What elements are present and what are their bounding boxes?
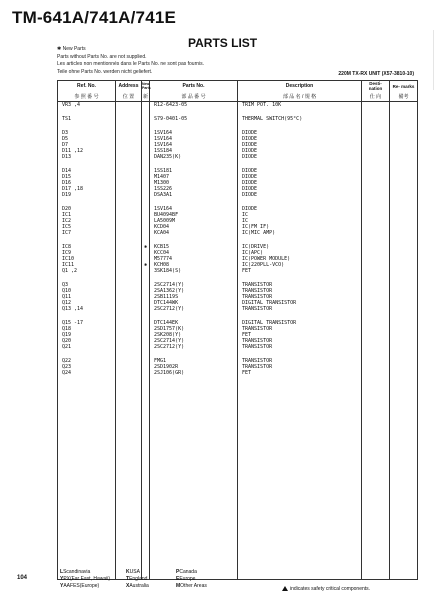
cell-ref: Q24 xyxy=(62,370,72,376)
cell-desc: TRANSISTOR xyxy=(242,358,273,364)
col-remarks-jp: 備考 xyxy=(390,91,418,102)
cell-ref: Q1 ,2 xyxy=(62,268,78,274)
group-spacer xyxy=(242,108,361,116)
cell-desc: DIODE xyxy=(242,180,258,186)
cell-desc: IC(APC) xyxy=(242,250,264,256)
dest-code-item: TEngland xyxy=(126,576,148,582)
cell-ref: D15 xyxy=(62,174,72,180)
cell-part: BU4094BF xyxy=(154,212,179,218)
col-dest-jp: 仕 向 xyxy=(362,91,390,102)
cell-desc: DIODE xyxy=(242,186,258,192)
group-spacer xyxy=(242,274,361,282)
cell-ref: IC8 xyxy=(62,244,72,250)
dest-codes-col2 xyxy=(126,569,149,590)
legend-en: Parts without Parts No. are not supplied. xyxy=(57,53,147,60)
cell-desc: IC xyxy=(242,218,249,224)
cell-part: 2SC2714(Y) xyxy=(154,338,185,344)
col-desc-jp: 部 品 名 / 規 格 xyxy=(238,91,362,102)
dest-code-item: YPX(Far East, Hawaii) xyxy=(60,576,111,582)
cell-part: KCA04 xyxy=(154,230,170,236)
col-desc: Description xyxy=(238,81,362,92)
cell-desc: IC(220PLL-VCO) xyxy=(242,262,285,268)
cell-part: R12-6423-05 xyxy=(154,102,188,108)
cell-ref: D11 ,12 xyxy=(62,148,84,154)
cell-part: 2SC2714(Y) xyxy=(154,282,185,288)
legend-fr: Les articles non mentionnés dans le Parts No. ne sont pas fournis. xyxy=(57,61,205,68)
group-spacer xyxy=(242,160,361,168)
cell-ref: Q20 xyxy=(62,338,72,344)
cell-desc: DIODE xyxy=(242,154,258,160)
group-spacer xyxy=(154,198,237,206)
cell-part: 1SS184 xyxy=(154,148,173,154)
group-spacer xyxy=(62,198,115,206)
cell-ref: IC10 xyxy=(62,256,75,262)
cell-desc: DIODE xyxy=(242,174,258,180)
cell-part: DSA3A1 xyxy=(154,192,173,198)
cell-desc: IC(FM IF) xyxy=(242,224,270,230)
cell-part: KCC04 xyxy=(154,250,170,256)
dest-column xyxy=(362,102,390,580)
group-spacer xyxy=(142,312,149,320)
cell-part: 2SJ106(GR) xyxy=(154,370,185,376)
cell-part: 2SC2712(Y) xyxy=(154,306,185,312)
cell-part: 3SK184(S) xyxy=(154,268,182,274)
cell-ref: Q13 ,14 xyxy=(62,306,84,312)
cell-part: DAN235(K) xyxy=(154,154,182,160)
cell-part: FMG1 xyxy=(154,358,167,364)
ref-column xyxy=(58,102,116,580)
desc-column xyxy=(238,102,362,580)
cell-new: ✱ xyxy=(143,244,147,250)
group-spacer xyxy=(142,350,149,358)
cell-ref: D5 xyxy=(62,136,69,142)
cell-desc: IC xyxy=(242,212,249,218)
remarks-column xyxy=(390,102,418,580)
cell-ref: Q23 xyxy=(62,364,72,370)
legend-de: Teile ohne Parts No. werden nicht geliefert. xyxy=(57,68,153,75)
dest-code-item: YAAFES(Europe) xyxy=(60,583,100,589)
group-spacer xyxy=(142,122,149,130)
cell-ref: D16 xyxy=(62,180,72,186)
cell-part: 1SV164 xyxy=(154,206,173,212)
cell-desc: TRANSISTOR xyxy=(242,282,273,288)
cell-new xyxy=(142,370,149,376)
group-spacer xyxy=(242,198,361,206)
cell-desc: THERMAL SWITCH(95°C) xyxy=(242,116,303,122)
group-spacer xyxy=(62,160,115,168)
dest-code-item: MOther Areas xyxy=(176,583,207,589)
cell-desc: IC(POWER MODULE) xyxy=(242,256,291,262)
col-parts: Parts No. xyxy=(150,81,238,92)
group-spacer xyxy=(62,350,115,358)
cell-desc: DIODE xyxy=(242,130,258,136)
group-spacer xyxy=(62,108,115,116)
page-title: PARTS LIST xyxy=(188,36,258,50)
cell-part: DTC144WK xyxy=(154,300,179,306)
cell-part: DTC144EK xyxy=(154,320,179,326)
col-address: Address xyxy=(116,81,142,92)
cell-desc: TRANSISTOR xyxy=(242,338,273,344)
cell-ref: IC7 xyxy=(62,230,72,236)
cell-desc: TRANSISTOR xyxy=(242,306,273,312)
group-spacer xyxy=(154,236,237,244)
table-body xyxy=(58,102,418,580)
dest-codes-col1 xyxy=(60,569,110,590)
group-spacer xyxy=(242,312,361,320)
group-spacer xyxy=(62,236,115,244)
group-spacer xyxy=(154,350,237,358)
cell-ref: D14 xyxy=(62,168,72,174)
col-address-jp: 位 置 xyxy=(116,91,142,102)
group-spacer xyxy=(142,198,149,206)
cell-ref: IC9 xyxy=(62,250,72,256)
group-spacer xyxy=(154,312,237,320)
cell-ref: Q12 xyxy=(62,300,72,306)
dest-code-item: KUSA xyxy=(126,569,140,575)
cell-desc: TRANSISTOR xyxy=(242,364,273,370)
cell-part: 2SA1362(Y) xyxy=(154,288,185,294)
cell-ref: D17 ,18 xyxy=(62,186,84,192)
dest-codes-col3 xyxy=(176,569,207,590)
cell-ref: Q18 xyxy=(62,326,72,332)
cell-ref: VR3 ,4 xyxy=(62,102,81,108)
group-spacer xyxy=(154,108,237,116)
page-number: 104 xyxy=(17,575,28,581)
cell-part: LA5009M xyxy=(154,218,176,224)
cell-desc: FET xyxy=(242,370,252,376)
unit-label: 220M TX-RX UNIT (X57-3810-10) xyxy=(338,71,414,77)
cell-desc: DIODE xyxy=(242,148,258,154)
group-spacer xyxy=(142,108,149,116)
cell-desc: IC(MIC AMP) xyxy=(242,230,276,236)
dest-code-item: LScandinavia xyxy=(60,569,91,575)
cell-part: KCH08 xyxy=(154,262,170,268)
cell-new: ✱ xyxy=(143,262,147,268)
cell-part: 1SS181 xyxy=(154,168,173,174)
cell-ref: IC5 xyxy=(62,224,72,230)
cell-desc: TRANSISTOR xyxy=(242,294,273,300)
cell-ref: TS1 xyxy=(62,116,72,122)
col-new-jp: 新 xyxy=(142,91,150,102)
group-spacer xyxy=(142,274,149,282)
cell-ref: D20 xyxy=(62,206,72,212)
cell-desc: TRANSISTOR xyxy=(242,326,273,332)
col-ref: Ref. No. xyxy=(58,81,116,92)
address-column xyxy=(116,102,142,580)
cell-ref: IC1 xyxy=(62,212,72,218)
model-title: TM-641A/741A/741E xyxy=(12,8,177,27)
cell-desc: DIODE xyxy=(242,136,258,142)
dest-code-item: PCanada xyxy=(176,569,197,575)
cell-part: 2SC2712(Y) xyxy=(154,344,185,350)
cell-desc: FET xyxy=(242,268,252,274)
cell-desc: TRANSISTOR xyxy=(242,344,273,350)
safety-note: indicates safety critical components. xyxy=(282,586,370,592)
cell-ref: Q19 xyxy=(62,332,72,338)
cell-desc: TRIM POT. 10K xyxy=(242,102,282,108)
group-spacer xyxy=(154,122,237,130)
group-spacer xyxy=(242,122,361,130)
cell-part: 2SB1119S xyxy=(154,294,179,300)
cell-part: 1SV164 xyxy=(154,130,173,136)
cell-part: 1SV164 xyxy=(154,136,173,142)
cell-part: 2SD1757(K) xyxy=(154,326,185,332)
dest-code-item: EEurope xyxy=(176,576,196,582)
group-spacer xyxy=(154,160,237,168)
group-spacer xyxy=(142,236,149,244)
cell-part: M1407 xyxy=(154,174,170,180)
group-spacer xyxy=(242,236,361,244)
cell-desc: DIODE xyxy=(242,206,258,212)
col-dest: Desti- nation xyxy=(362,81,390,92)
cell-ref: Q10 xyxy=(62,288,72,294)
group-spacer xyxy=(142,160,149,168)
cell-ref: Q22 xyxy=(62,358,72,364)
cell-desc: DIODE xyxy=(242,192,258,198)
cell-ref: Q11 xyxy=(62,294,72,300)
cell-desc: DIODE xyxy=(242,142,258,148)
cell-desc: DIODE xyxy=(242,168,258,174)
cell-ref: Q21 xyxy=(62,344,72,350)
warning-triangle-icon xyxy=(282,586,288,591)
cell-part: S79-0401-05 xyxy=(154,116,188,122)
cell-part: 1SS226 xyxy=(154,186,173,192)
cell-ref: Q15 -17 xyxy=(62,320,84,326)
cell-desc: DIGITAL TRANSISTOR xyxy=(242,320,297,326)
cell-desc: FET xyxy=(242,332,252,338)
cell-part: 2SK208(Y) xyxy=(154,332,182,338)
cell-ref: IC2 xyxy=(62,218,72,224)
cell-desc: TRANSISTOR xyxy=(242,288,273,294)
header-row-jp xyxy=(58,91,418,102)
group-spacer xyxy=(242,350,361,358)
cell-part: M1300 xyxy=(154,180,170,186)
parts-table xyxy=(57,80,418,580)
cell-part: 1SV164 xyxy=(154,142,173,148)
dest-code-item: XAustralia xyxy=(126,583,149,589)
cell-part: M57774 xyxy=(154,256,173,262)
cell-ref: D3 xyxy=(62,130,69,136)
new-column xyxy=(142,102,150,580)
cell-ref: D13 xyxy=(62,154,72,160)
legend xyxy=(57,46,204,76)
parts-column xyxy=(150,102,238,580)
cell-part: KCB15 xyxy=(154,244,170,250)
group-spacer xyxy=(62,312,115,320)
cell-ref: D7 xyxy=(62,142,69,148)
header-row xyxy=(58,81,418,92)
legend-new-parts: ✱ New Parts xyxy=(57,46,86,52)
cell-part: KCD04 xyxy=(154,224,170,230)
col-ref-jp: 参 照 番 号 xyxy=(58,91,116,102)
col-new: New Parts xyxy=(142,82,151,90)
cell-ref: Q3 xyxy=(62,282,69,288)
page-edge-mark xyxy=(433,30,438,90)
group-spacer xyxy=(62,274,115,282)
col-remarks: Re- marks xyxy=(390,81,418,92)
cell-ref: D19 xyxy=(62,192,72,198)
group-spacer xyxy=(62,122,115,130)
cell-desc: DIGITAL TRANSISTOR xyxy=(242,300,297,306)
col-parts-jp: 部 品 番 号 xyxy=(150,91,238,102)
cell-part: 2SD1902R xyxy=(154,364,179,370)
cell-ref: IC11 xyxy=(62,262,75,268)
cell-desc: IC(DRIVE) xyxy=(242,244,270,250)
group-spacer xyxy=(154,274,237,282)
